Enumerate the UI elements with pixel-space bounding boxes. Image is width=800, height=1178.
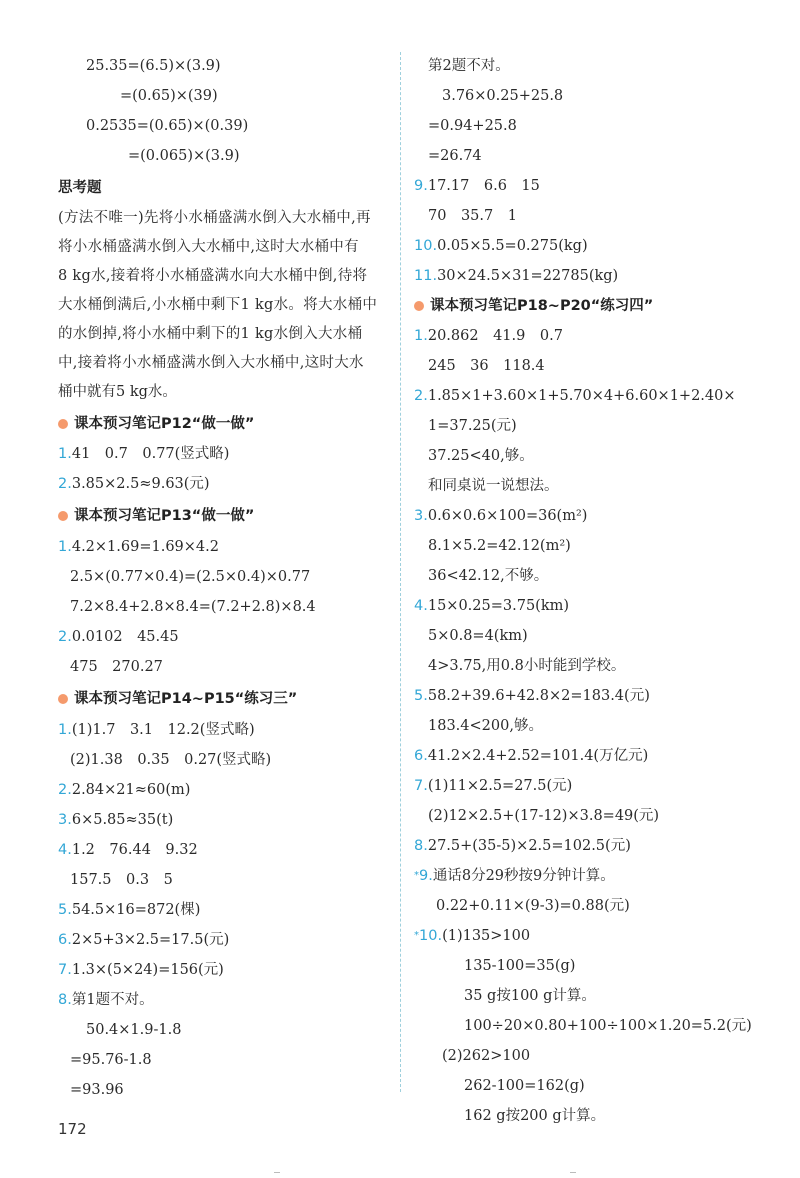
section-title: 课本预习笔记P12“做一做” [74,416,255,432]
answer-line: 475 270.27 [70,659,163,675]
answer-line [414,596,569,616]
answer-line [58,990,154,1010]
item-text: 17.17 6.6 15 [427,178,540,194]
item-text: 41.2×2.4+2.52=101.4(万亿元) [427,748,649,764]
answer-line: 135-100=35(g) [464,958,576,974]
answer-line: 0.2535=(0.65)×(0.39) [86,118,249,134]
section-heading [58,506,254,526]
item-number: 4. [58,842,72,858]
answer-line [58,627,179,647]
item-number: 6. [58,932,72,948]
item-number: 3. [58,812,72,828]
bullet-dot-icon [58,694,68,704]
answer-line: 2.5×(0.77×0.4)=(2.5×0.4)×0.77 [70,569,311,585]
item-number: 11. [414,268,438,284]
answer-line: 8.1×5.2=42.12(m²) [428,538,571,554]
answer-line [58,840,198,860]
answer-line [414,926,530,946]
paragraph-line: 将小水桶盛满水倒入大水桶中,这时大水桶中有 [58,239,359,255]
answer-line [414,236,588,256]
answer-line: 35 g按100 g计算。 [464,988,596,1004]
item-number: 10. [414,238,438,254]
answer-line: 70 35.7 1 [428,208,517,224]
item-text: 20.862 41.9 0.7 [427,328,563,344]
section-heading [414,296,653,316]
answer-line [58,900,200,920]
item-number: * 10. [414,928,442,944]
item-text: (1)11×2.5=27.5(元) [427,778,573,794]
crop-mark [570,1172,576,1173]
section-title: 课本预习笔记P14~P15“练习三” [74,691,298,707]
answer-line [414,746,648,766]
answer-line: (2)1.38 0.35 0.27(竖式略) [70,752,272,768]
paragraph-line: 的水倒掉,将小水桶中剩下的1 kg水倒入大水桶 [58,326,363,342]
item-text: 41 0.7 0.77(竖式略) [71,446,230,462]
section-title: 课本预习笔记P18~P20“练习四” [430,298,654,314]
item-number: 7. [414,778,428,794]
section-heading [58,689,297,709]
answer-line: =(0.65)×(39) [120,88,218,104]
answer-line: 157.5 0.3 5 [70,872,173,888]
answer-line [58,474,210,494]
answer-line [414,326,563,346]
item-text: 2.84×21≈60(m) [71,782,191,798]
item-text: 3.85×2.5≈9.63(元) [71,476,210,492]
item-text: 54.5×16=872(棵) [71,902,201,918]
answer-line: (2)262>100 [442,1048,531,1064]
item-number: 1. [414,328,428,344]
paragraph-line: 大水桶倒满后,小水桶中剩下1 kg水。将大水桶中 [58,297,378,313]
answer-line [58,810,173,830]
answer-line: 100÷20×0.80+100÷100×1.20=5.2(元) [464,1018,752,1034]
answer-line [58,780,190,800]
item-number: 1. [58,446,72,462]
answer-line [58,930,229,950]
think-title: 思考题 [58,180,102,196]
item-number: 3. [414,508,428,524]
item-number: 6. [414,748,428,764]
item-number: * 9. [414,868,433,884]
column-divider [400,52,401,1092]
paragraph-line: 桶中就有5 kg水。 [58,384,177,400]
item-number: 2. [414,388,428,404]
item-text: 6×5.85≈35(t) [71,812,174,828]
bullet-dot-icon [58,511,68,521]
answer-line: =93.96 [70,1082,124,1098]
item-text: 27.5+(35-5)×2.5=102.5(元) [427,838,631,854]
answer-line: 37.25<40,够。 [428,448,534,464]
item-number: 2. [58,629,72,645]
section-title: 课本预习笔记P13“做一做” [74,508,255,524]
answer-line [58,537,219,557]
answer-line [414,506,587,526]
item-number: 1. [58,539,72,555]
answer-line: (2)12×2.5+(17-12)×3.8=49(元) [428,808,660,824]
answer-line: 第2题不对。 [428,58,510,74]
paragraph-line: 中,接着将小水桶盛满水倒入大水桶中,这时大水 [58,355,364,371]
answer-line: 50.4×1.9-1.8 [86,1022,182,1038]
answer-line: 245 36 118.4 [428,358,545,374]
bullet-dot-icon [58,419,68,429]
item-text: 15×0.25=3.75(km) [427,598,570,614]
answer-line: 7.2×8.4+2.8×8.4=(7.2+2.8)×8.4 [70,599,316,615]
answer-line: 162 g按200 g计算。 [464,1108,606,1124]
page-number: 172 [58,1120,87,1138]
answer-line: 36<42.12,不够。 [428,568,549,584]
crop-mark [274,1172,280,1173]
answer-line: =95.76-1.8 [70,1052,152,1068]
item-number: 5. [58,902,72,918]
item-text: 30×24.5×31=22785(kg) [437,268,619,284]
item-number: 2. [58,476,72,492]
answer-line [58,444,229,464]
item-text: 58.2+39.6+42.8×2=183.4(元) [427,688,650,704]
item-number: 7. [58,962,72,978]
item-number: 9. [414,178,428,194]
answer-line: =26.74 [428,148,482,164]
item-number: 1. [58,722,72,738]
answer-line: 25.35=(6.5)×(3.9) [86,58,221,74]
item-text: 1.85×1+3.60×1+5.70×4+6.60×1+2.40× [427,388,736,404]
item-text: 第1题不对。 [71,992,154,1008]
answer-line [414,266,618,286]
answer-line: 0.22+0.11×(9-3)=0.88(元) [436,898,630,914]
item-text: 1.3×(5×24)=156(元) [71,962,224,978]
answer-line [414,866,615,886]
item-text: 2×5+3×2.5=17.5(元) [71,932,230,948]
answer-line: 4>3.75,用0.8小时能到学校。 [428,658,626,674]
answer-line [414,776,572,796]
paragraph-line: 8 kg水,接着将小水桶盛满水向大水桶中倒,待将 [58,268,368,284]
item-text: 通话8分29秒按9分钟计算。 [432,868,615,884]
bullet-dot-icon [414,301,424,311]
item-number: 8. [58,992,72,1008]
answer-line [414,686,650,706]
answer-line [414,176,540,196]
answer-line [58,960,224,980]
section-heading [58,414,254,434]
item-text: 1.2 76.44 9.32 [71,842,198,858]
item-number: 8. [414,838,428,854]
answer-line [414,386,736,406]
answer-line: 5×0.8=4(km) [428,628,528,644]
item-text: 0.05×5.5=0.275(kg) [437,238,588,254]
answer-line: =0.94+25.8 [428,118,517,134]
answer-line [414,836,631,856]
answer-line: 3.76×0.25+25.8 [442,88,564,104]
item-number: 4. [414,598,428,614]
item-number: 2. [58,782,72,798]
item-text: 0.6×0.6×100=36(m²) [427,508,588,524]
item-text: (1)1.7 3.1 12.2(竖式略) [71,722,255,738]
answer-line: =(0.065)×(3.9) [128,148,240,164]
answer-line [58,720,255,740]
item-text: (1)135>100 [442,928,531,944]
item-text: 4.2×1.69=1.69×4.2 [71,539,219,555]
answer-line: 1=37.25(元) [428,418,517,434]
answer-line: 262-100=162(g) [464,1078,585,1094]
answer-line: 183.4<200,够。 [428,718,543,734]
paragraph-line: (方法不唯一)先将小水桶盛满水倒入大水桶中,再 [58,210,371,226]
item-number: 5. [414,688,428,704]
answer-line: 和同桌说一说想法。 [428,478,559,494]
item-text: 0.0102 45.45 [71,629,179,645]
